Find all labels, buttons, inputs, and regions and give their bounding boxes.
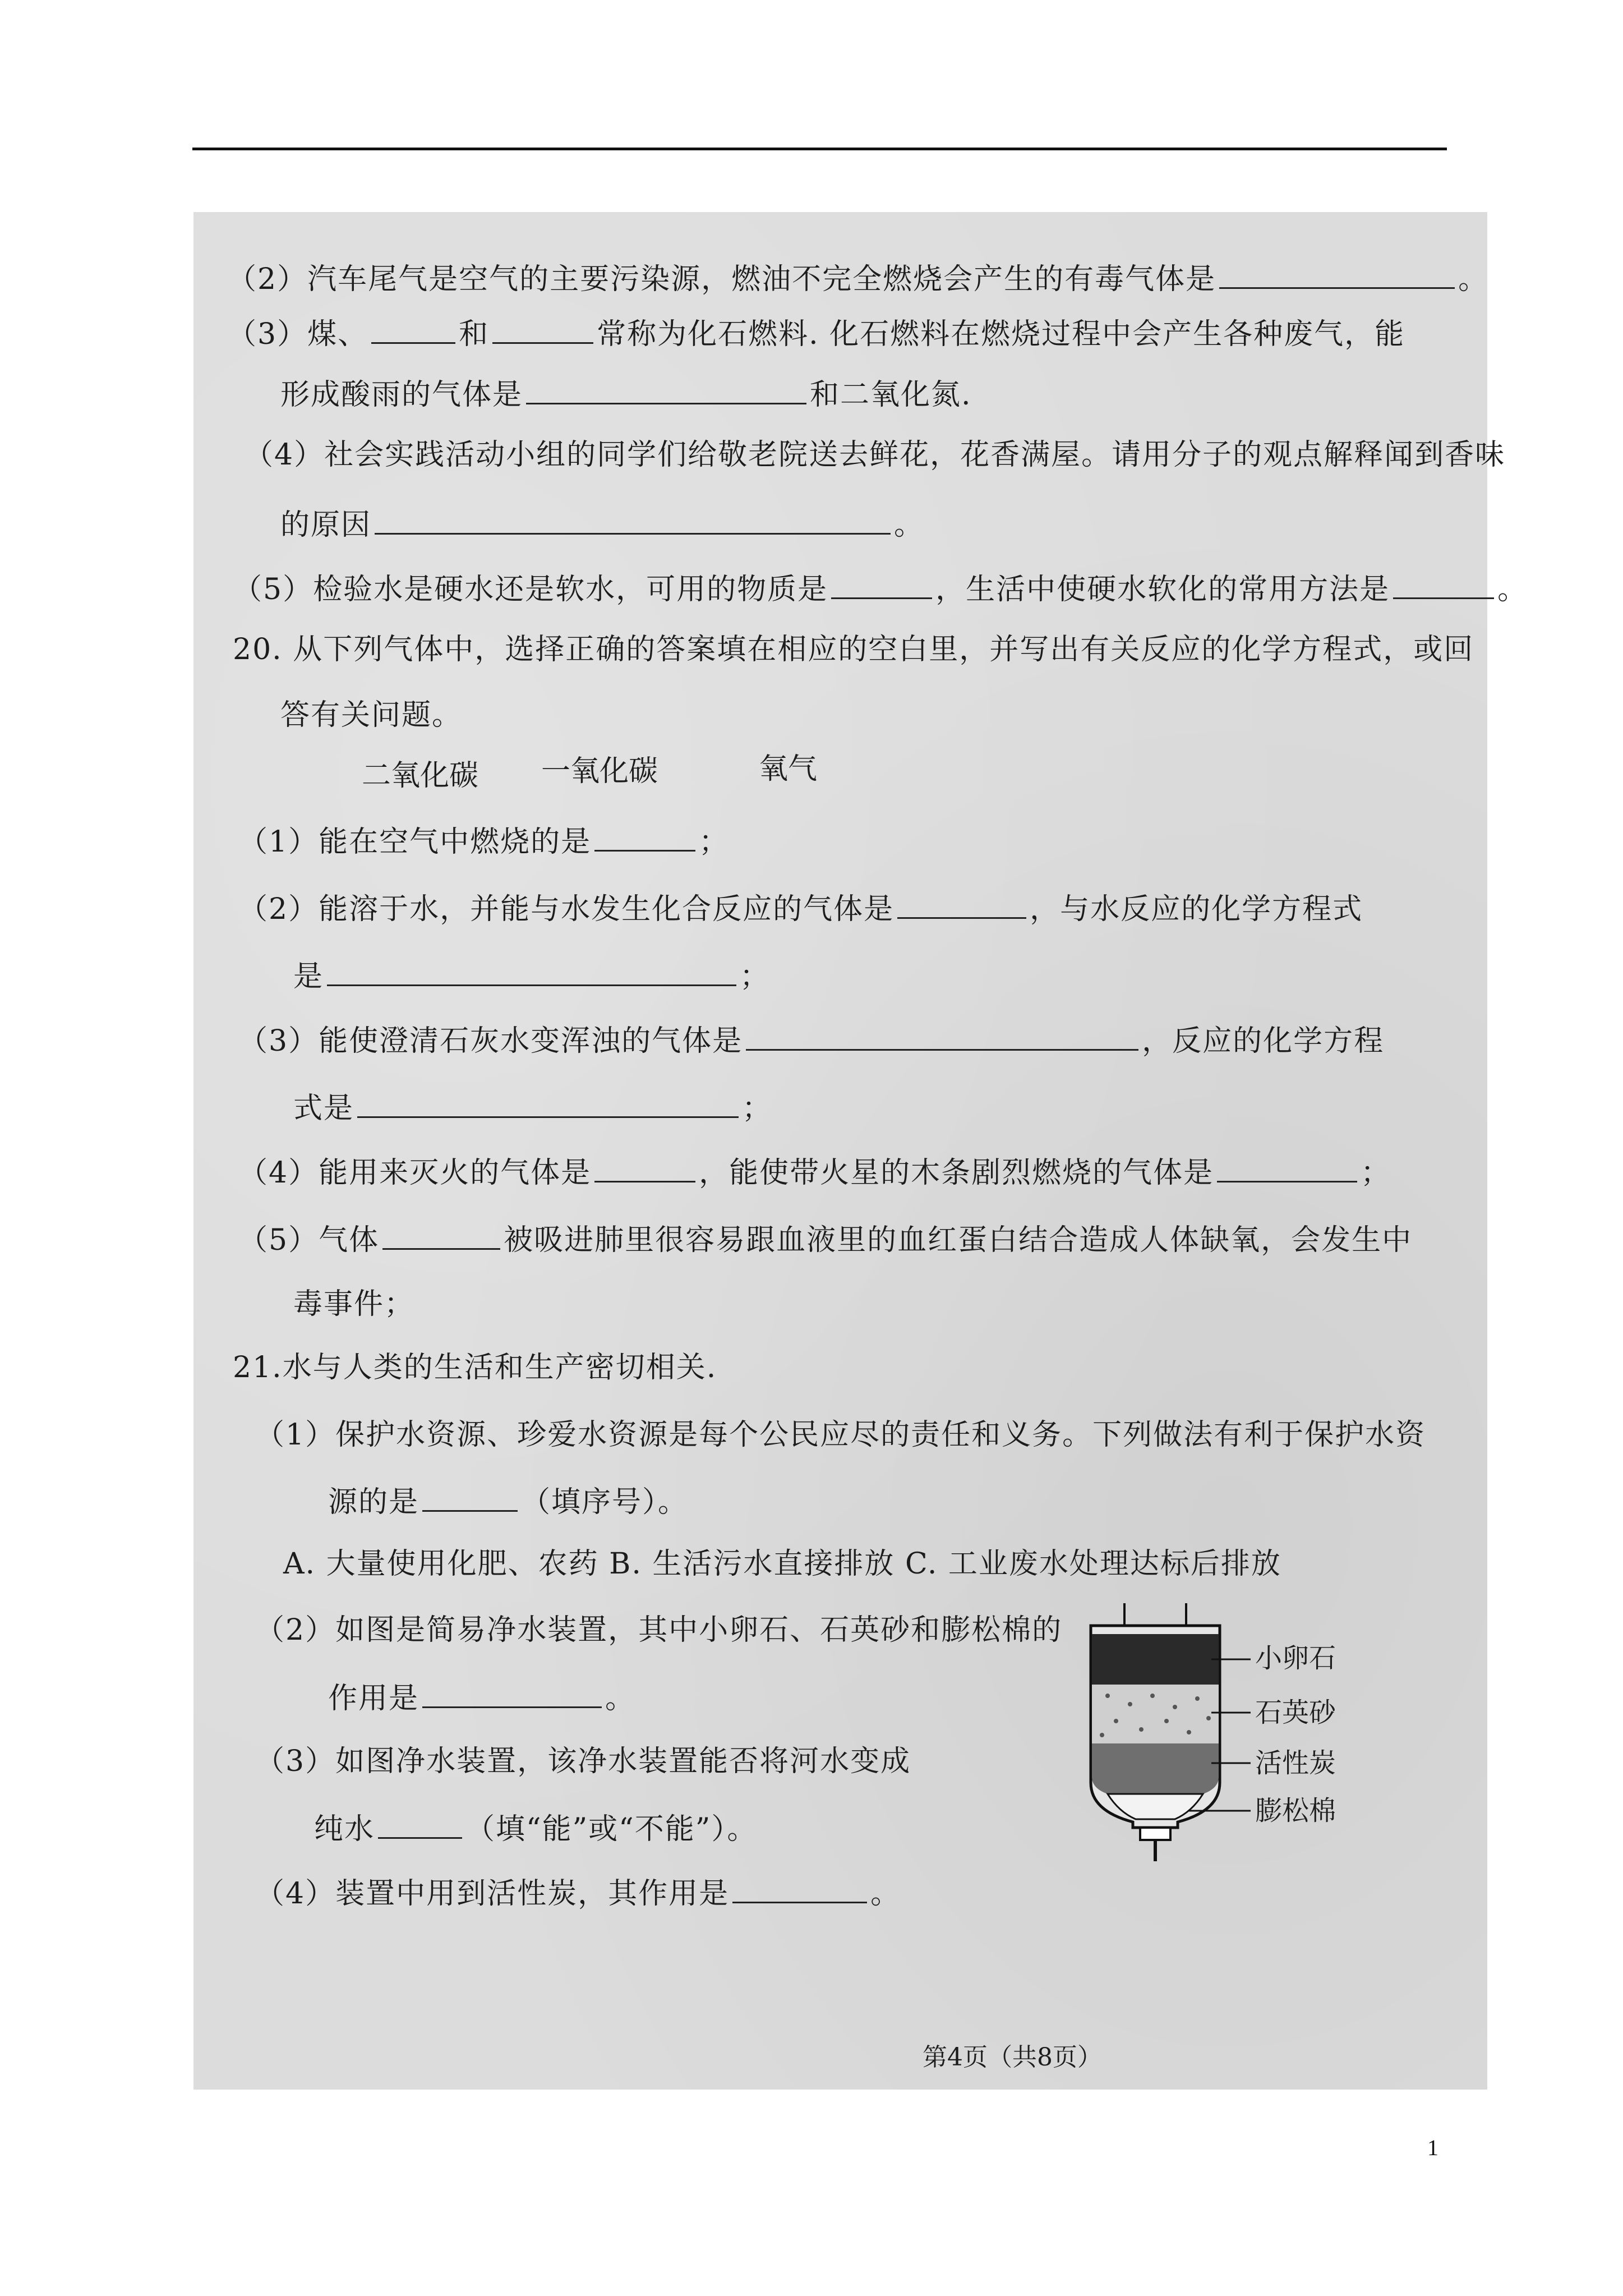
answer-blank[interactable] (327, 955, 736, 986)
question-line (314, 1808, 757, 1849)
answer-blank[interactable] (378, 1808, 462, 1839)
question-text: ，生活中使硬水软化的常用方法是 (935, 573, 1390, 606)
question-heading: 20. 从下列气体中，选择正确的答案填在相应的空白里，并写出有关反应的化学方程式，或回 (233, 633, 1474, 666)
question-line (238, 1020, 1384, 1061)
outlet-cap (1140, 1828, 1170, 1840)
gas-option: 二氧化碳 (362, 759, 479, 793)
question-text: 纯水 (314, 1812, 375, 1846)
options-line (283, 1544, 1281, 1584)
question-text: 形成酸雨的气体是 (280, 378, 523, 412)
question-line (293, 1087, 772, 1128)
filter-label-cotton: 膨松棉 (1255, 1795, 1336, 1826)
question-text: （填序号）。 (521, 1485, 689, 1519)
question-line (238, 888, 1363, 929)
filter-label-pebbles: 小卵石 (1255, 1642, 1336, 1674)
activated-carbon-layer (1092, 1743, 1219, 1794)
question-text: （5）检验水是硬水还是软水，可用的物质是 (233, 573, 828, 606)
question-text: （1）保护水资源、珍爱水资源是每个公民应尽的责任和义务。下列做法有利于保护水资 (255, 1418, 1426, 1452)
page-number: 1 (1427, 2135, 1438, 2160)
page-footer: 第4页（共8页） (923, 2043, 1102, 2072)
question-line (255, 1872, 901, 1913)
question-line (280, 374, 972, 415)
answer-blank[interactable] (357, 1087, 739, 1118)
answer-blank[interactable] (746, 1020, 1138, 1051)
question-text: 被吸进肺里很容易跟血液里的血红蛋白结合造成人体缺氧，会发生中 (504, 1223, 1413, 1257)
question-text: （5）气体 (238, 1223, 380, 1257)
quartz-sand-layer (1092, 1685, 1219, 1743)
question-line (280, 504, 924, 545)
answer-blank[interactable] (526, 374, 806, 404)
question-text: 答有关问题。 (280, 698, 463, 732)
question-text: ； (740, 960, 771, 993)
question-line (293, 955, 770, 996)
pebble-layer (1092, 1634, 1219, 1685)
question-text: 式是 (293, 1092, 354, 1125)
question-line (255, 1611, 1062, 1650)
answer-blank[interactable] (422, 1481, 518, 1512)
filter-label-quartz-sand: 石英砂 (1255, 1697, 1336, 1728)
question-line (238, 1152, 1391, 1193)
question-text: ，能使带火星的木条剧烈燃烧的气体是 (699, 1156, 1214, 1190)
question-text: 作用是 (328, 1682, 419, 1715)
question-text: （2）如图是简易净水装置，其中小卵石、石英砂和膨松棉的 (255, 1613, 1063, 1647)
question-text: （2）能溶于水，并能与水发生化合反应的气体是 (238, 892, 895, 926)
question-text: ，与水反应的化学方程式 (1030, 892, 1363, 926)
answer-blank[interactable] (1393, 568, 1494, 599)
question-line (238, 1219, 1412, 1260)
answer-blank[interactable] (1217, 1152, 1357, 1182)
answer-blank[interactable] (831, 568, 932, 599)
question-text: 和二氧化氮. (810, 378, 972, 412)
answer-blank[interactable] (492, 313, 593, 344)
question-text: 。 (870, 1877, 901, 1911)
question-line (328, 1677, 635, 1718)
question-text: （填“能”或“不能”）。 (465, 1812, 758, 1846)
question-heading: 21.水与人类的生活和生产密切相关. (233, 1351, 717, 1384)
question-text: （3）如图净水装置，该净水装置能否将河水变成 (255, 1745, 911, 1778)
question-line (255, 1415, 1426, 1455)
question-text: ； (1361, 1156, 1391, 1190)
gas-option: 一氧化碳 (541, 754, 658, 788)
question-text: 。 (894, 508, 925, 542)
question-line (233, 1348, 717, 1387)
header-rule (192, 148, 1447, 150)
question-line (233, 630, 1474, 669)
question-text: 是 (293, 960, 324, 993)
question-text: 。 (1497, 573, 1528, 606)
question-text: （4）装置中用到活性炭，其作用是 (255, 1877, 730, 1911)
question-text: 毒事件； (293, 1287, 415, 1321)
question-text: 源的是 (328, 1485, 419, 1519)
answer-blank[interactable] (371, 313, 455, 344)
question-text: 常称为化石燃料. 化石燃料在燃烧过程中会产生各种废气，能 (597, 318, 1405, 351)
question-text: （3）能使澄清石灰水变浑浊的气体是 (238, 1024, 743, 1058)
question-text: 。 (1458, 263, 1489, 296)
question-line (328, 1481, 688, 1522)
answer-blank[interactable] (594, 1152, 695, 1182)
question-text: （1）能在空气中燃烧的是 (238, 825, 592, 859)
question-line (280, 696, 462, 735)
question-text: ； (742, 1092, 773, 1125)
question-text: ，反应的化学方程 (1142, 1024, 1385, 1058)
answer-blank[interactable] (1219, 258, 1455, 289)
question-line (238, 821, 729, 862)
gas-option: 氧气 (759, 752, 818, 786)
scanned-exam-page (193, 212, 1528, 2090)
question-line (255, 1742, 911, 1781)
question-text: 。 (605, 1682, 636, 1715)
answer-blank[interactable] (422, 1677, 602, 1708)
answer-blank[interactable] (375, 504, 891, 535)
answer-blank[interactable] (382, 1219, 500, 1250)
question-line (233, 568, 1528, 609)
question-text: 和 (459, 318, 490, 351)
question-text: （4）社会实践活动小组的同学们给敬老院送去鲜花，花香满屋。请用分子的观点解释闻到香味 (244, 438, 1506, 472)
answer-blank[interactable] (594, 821, 695, 852)
answer-blank[interactable] (732, 1872, 867, 1903)
question-text: （2）汽车尾气是空气的主要污染源，燃油不完全燃烧会产生的有毒气体是 (227, 263, 1216, 296)
question-line (293, 1285, 414, 1324)
filter-label-activated-carbon: 活性炭 (1255, 1747, 1336, 1779)
question-text: （4）能用来灭火的气体是 (238, 1156, 592, 1190)
option-text: A. 大量使用化肥、农药 B. 生活污水直接排放 C. 工业废水处理达标后排放 (283, 1547, 1281, 1581)
question-line (244, 435, 1505, 475)
question-text: 的原因 (280, 508, 372, 542)
question-line (227, 313, 1405, 354)
question-text: （3）煤、 (227, 318, 368, 351)
answer-blank[interactable] (897, 888, 1026, 919)
question-text: ； (699, 825, 730, 859)
question-line (227, 258, 1488, 299)
